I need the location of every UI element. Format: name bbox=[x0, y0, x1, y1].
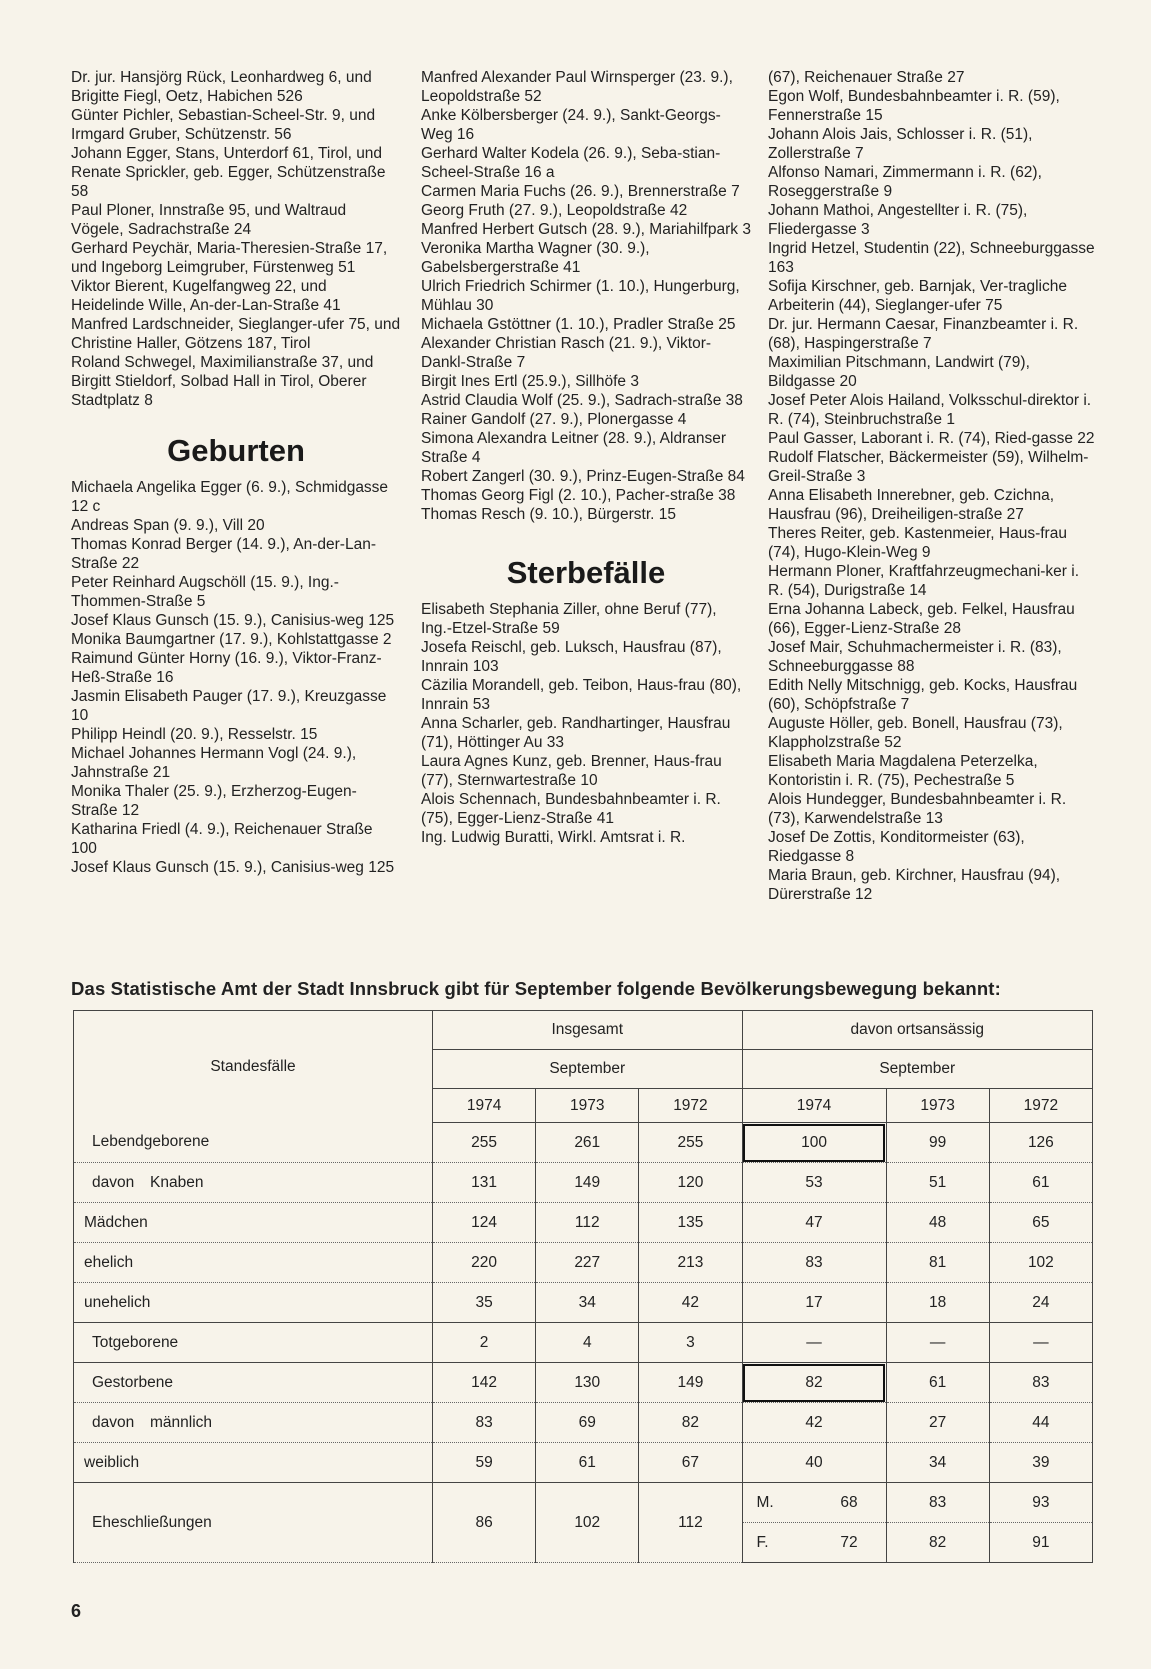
list-item: Ing. Ludwig Buratti, Wirkl. Amtsrat i. R. bbox=[421, 829, 686, 846]
list-item: Viktor Bierent, Kugelfangweg 22, und Heidelinde Wille, An-der-Lan-Straße 41 bbox=[71, 278, 341, 314]
cell: — bbox=[742, 1323, 886, 1363]
list-item: Manfred Alexander Paul Wirnsperger (23. 9.), Leopoldstraße 52 bbox=[421, 69, 733, 105]
list-item: Josef Klaus Gunsch (15. 9.), Canisius-weg 125 bbox=[71, 612, 395, 629]
cell: 227 bbox=[536, 1243, 639, 1283]
deaths-list-continued bbox=[768, 68, 1098, 904]
cell: 112 bbox=[536, 1203, 639, 1243]
list-item: Alexander Christian Rasch (21. 9.), Viktor-Dankl-Straße 7 bbox=[421, 335, 712, 371]
female-prefix: F. bbox=[756, 1533, 769, 1551]
list-item: Jasmin Elisabeth Pauger (17. 9.), Kreuzgasse 10 bbox=[71, 688, 387, 724]
list-item: Johann Egger, Stans, Unterdorf 61, Tirol, und Renate Sprickler, geb. Egger, Schützenstraße 58 bbox=[71, 145, 386, 200]
list-item: Alois Hundegger, Bundesbahnbeamter i. R. (73), Karwendelstraße 13 bbox=[768, 791, 1067, 827]
list-item: Thomas Resch (9. 10.), Bürgerstr. 15 bbox=[421, 506, 676, 523]
cell-value: 72 bbox=[840, 1533, 858, 1551]
cell: 124 bbox=[433, 1203, 536, 1243]
column-3 bbox=[768, 68, 1098, 904]
cell: 91 bbox=[989, 1523, 1092, 1563]
page-number: 6 bbox=[71, 1601, 82, 1621]
row-label: weiblich bbox=[74, 1443, 433, 1483]
cell: 18 bbox=[886, 1283, 989, 1323]
column-2 bbox=[421, 68, 751, 847]
list-item: Anna Elisabeth Innerebner, geb. Czichna, Hausfrau (96), Dreiheiligen-straße 27 bbox=[768, 487, 1055, 523]
list-item: Auguste Höller, geb. Bonell, Hausfrau (73), Klappholzstraße 52 bbox=[768, 715, 1063, 751]
row-label-text: Knaben bbox=[150, 1173, 204, 1191]
list-item: Dr. jur. Hermann Caesar, Finanzbeamter i. R. (68), Haspingerstraße 7 bbox=[768, 316, 1079, 352]
row-label: Gestorbene bbox=[74, 1363, 433, 1403]
cell: 149 bbox=[639, 1363, 742, 1403]
cell: 142 bbox=[433, 1363, 536, 1403]
cell-highlighted: 82 bbox=[742, 1363, 886, 1403]
list-item: Thomas Georg Figl (2. 10.), Pacher-straße 38 bbox=[421, 487, 736, 504]
list-item: Rudolf Flatscher, Bäckermeister (59), Wilhelm-Greil-Straße 3 bbox=[768, 449, 1089, 485]
row-label: Totgeborene bbox=[74, 1323, 433, 1363]
list-item: Rainer Gandolf (27. 9.), Plonergasse 4 bbox=[421, 411, 687, 428]
year-header: 1973 bbox=[886, 1089, 989, 1123]
cell bbox=[742, 1483, 886, 1523]
cell: 61 bbox=[536, 1443, 639, 1483]
cell: 24 bbox=[989, 1283, 1092, 1323]
list-item: Raimund Günter Horny (16. 9.), Viktor-Franz-Heß-Straße 16 bbox=[71, 650, 382, 686]
prefix-davon: davon bbox=[92, 1173, 135, 1191]
cell: 44 bbox=[989, 1403, 1092, 1443]
list-item: Gerhard Peychär, Maria-Theresien-Straße 17, und Ingeborg Leimgruber, Fürstenweg 51 bbox=[71, 240, 388, 276]
cell: 102 bbox=[536, 1483, 639, 1563]
table-row bbox=[74, 1363, 1093, 1403]
list-item: Philipp Heindl (20. 9.), Resselstr. 15 bbox=[71, 726, 318, 743]
cell bbox=[742, 1523, 886, 1563]
cell: 82 bbox=[886, 1523, 989, 1563]
table-row bbox=[74, 1283, 1093, 1323]
cell: 102 bbox=[989, 1243, 1092, 1283]
table-row bbox=[74, 1443, 1093, 1483]
year-header: 1973 bbox=[536, 1089, 639, 1123]
cell: 93 bbox=[989, 1483, 1092, 1523]
cell: 81 bbox=[886, 1243, 989, 1283]
list-item: Cäzilia Morandell, geb. Teibon, Haus-frau (80), Innrain 53 bbox=[421, 677, 742, 713]
list-item: Egon Wolf, Bundesbahnbeamter i. R. (59), Fennerstraße 15 bbox=[768, 88, 1060, 124]
list-item: Michaela Gstöttner (1. 10.), Pradler Straße 25 bbox=[421, 316, 736, 333]
year-header: 1972 bbox=[989, 1089, 1092, 1123]
row-label: Eheschließungen bbox=[74, 1483, 433, 1563]
cell: 61 bbox=[886, 1363, 989, 1403]
list-item: Carmen Maria Fuchs (26. 9.), Brennerstraße 7 bbox=[421, 183, 740, 200]
table-row bbox=[74, 1163, 1093, 1203]
cell: 135 bbox=[639, 1203, 742, 1243]
row-label: Lebendgeborene bbox=[74, 1123, 433, 1163]
table-row bbox=[74, 1123, 1093, 1163]
cell-value: 68 bbox=[840, 1493, 858, 1511]
row-label bbox=[74, 1403, 433, 1443]
cell: 42 bbox=[639, 1283, 742, 1323]
list-item: (67), Reichenauer Straße 27 bbox=[768, 69, 965, 86]
cell: 220 bbox=[433, 1243, 536, 1283]
list-item: Elisabeth Stephania Ziller, ohne Beruf (77), Ing.-Etzel-Straße 59 bbox=[421, 601, 717, 637]
cell: 83 bbox=[433, 1403, 536, 1443]
cell: 51 bbox=[886, 1163, 989, 1203]
births-list bbox=[71, 478, 401, 877]
cell: 3 bbox=[639, 1323, 742, 1363]
header-standesfaelle: Standesfälle bbox=[74, 1011, 433, 1123]
list-item: Paul Ploner, Innstraße 95, und Waltraud Vögele, Sadrachstraße 24 bbox=[71, 202, 347, 238]
row-label: ehelich bbox=[74, 1243, 433, 1283]
list-item: Hermann Ploner, Kraftfahrzeugmechani-ker i. R. (54), Durigstraße 14 bbox=[768, 563, 1080, 599]
cell: 112 bbox=[639, 1483, 742, 1563]
list-item: Theres Reiter, geb. Kastenmeier, Haus-frau (74), Hugo-Klein-Weg 9 bbox=[768, 525, 1067, 561]
cell: 255 bbox=[433, 1123, 536, 1163]
list-item: Johann Mathoi, Angestellter i. R. (75), Fliedergasse 3 bbox=[768, 202, 1028, 238]
year-header: 1974 bbox=[742, 1089, 886, 1123]
header-insgesamt: Insgesamt bbox=[433, 1011, 743, 1050]
cell: 86 bbox=[433, 1483, 536, 1563]
cell: 34 bbox=[536, 1283, 639, 1323]
births-list-continued bbox=[421, 68, 751, 524]
header-ortsansaessig: davon ortsansässig bbox=[742, 1011, 1092, 1050]
table-row bbox=[74, 1243, 1093, 1283]
list-item: Monika Baumgartner (17. 9.), Kohlstattgasse 2 bbox=[71, 631, 392, 648]
list-item: Veronika Martha Wagner (30. 9.), Gabelsbergerstraße 41 bbox=[421, 240, 650, 276]
list-item: Laura Agnes Kunz, geb. Brenner, Haus-frau (77), Sternwartestraße 10 bbox=[421, 753, 722, 789]
cell: — bbox=[989, 1323, 1092, 1363]
male-prefix: M. bbox=[756, 1493, 774, 1511]
list-item: Alois Schennach, Bundesbahnbeamter i. R. (75), Egger-Lienz-Straße 41 bbox=[421, 791, 721, 827]
list-item: Georg Fruth (27. 9.), Leopoldstraße 42 bbox=[421, 202, 688, 219]
list-item: Birgit Ines Ertl (25.9.), Sillhöfe 3 bbox=[421, 373, 639, 390]
list-item: Monika Thaler (25. 9.), Erzherzog-Eugen-Straße 12 bbox=[71, 783, 357, 819]
list-item: Michaela Angelika Egger (6. 9.), Schmidgasse 12 c bbox=[71, 479, 389, 515]
cell: 17 bbox=[742, 1283, 886, 1323]
cell: 48 bbox=[886, 1203, 989, 1243]
year-header: 1972 bbox=[639, 1089, 742, 1123]
header-month-local: September bbox=[742, 1050, 1092, 1089]
table-row bbox=[74, 1483, 1093, 1523]
cell: 120 bbox=[639, 1163, 742, 1203]
cell: 27 bbox=[886, 1403, 989, 1443]
list-item: Anke Kölbersberger (24. 9.), Sankt-Georgs-Weg 16 bbox=[421, 107, 721, 143]
cell: 99 bbox=[886, 1123, 989, 1163]
row-label: Mädchen bbox=[74, 1203, 433, 1243]
cell: 83 bbox=[989, 1363, 1092, 1403]
section-heading-sterbefaelle: Sterbefälle bbox=[506, 555, 666, 590]
list-item: Anna Scharler, geb. Randhartinger, Hausfrau (71), Höttinger Au 33 bbox=[421, 715, 731, 751]
cell: 130 bbox=[536, 1363, 639, 1403]
cell: 34 bbox=[886, 1443, 989, 1483]
list-item: Ingrid Hetzel, Studentin (22), Schneeburggasse 163 bbox=[768, 240, 1095, 276]
cell: 69 bbox=[536, 1403, 639, 1443]
list-item: Erna Johanna Labeck, geb. Felkel, Hausfrau (66), Egger-Lienz-Straße 28 bbox=[768, 601, 1075, 637]
cell: 261 bbox=[536, 1123, 639, 1163]
population-statistics-table bbox=[73, 1010, 1093, 1563]
list-item: Josef Mair, Schuhmachermeister i. R. (83), Schneeburggasse 88 bbox=[768, 639, 1062, 675]
row-label-text: männlich bbox=[150, 1413, 213, 1431]
list-item: Michael Johannes Hermann Vogl (24. 9.), Jahnstraße 21 bbox=[71, 745, 357, 781]
cell: 82 bbox=[639, 1403, 742, 1443]
cell: 83 bbox=[886, 1483, 989, 1523]
cell: 131 bbox=[433, 1163, 536, 1203]
cell: 35 bbox=[433, 1283, 536, 1323]
cell: 67 bbox=[639, 1443, 742, 1483]
cell: — bbox=[886, 1323, 989, 1363]
statistics-section bbox=[71, 978, 1095, 1563]
cell: 40 bbox=[742, 1443, 886, 1483]
list-item: Maria Braun, geb. Kirchner, Hausfrau (94), Dürerstraße 12 bbox=[768, 867, 1061, 903]
cell: 255 bbox=[639, 1123, 742, 1163]
list-item: Astrid Claudia Wolf (25. 9.), Sadrach-straße 38 bbox=[421, 392, 743, 409]
list-item: Andreas Span (9. 9.), Vill 20 bbox=[71, 517, 265, 534]
list-item: Manfred Herbert Gutsch (28. 9.), Mariahilfpark 3 bbox=[421, 221, 751, 238]
list-item: Josef De Zottis, Konditormeister (63), Riedgasse 8 bbox=[768, 829, 1025, 865]
cell: 126 bbox=[989, 1123, 1092, 1163]
row-label bbox=[74, 1163, 433, 1203]
list-item: Günter Pichler, Sebastian-Scheel-Str. 9, und Irmgard Gruber, Schützenstr. 56 bbox=[71, 107, 376, 143]
list-item: Alfonso Namari, Zimmermann i. R. (62), Roseggerstraße 9 bbox=[768, 164, 1042, 200]
cell: 53 bbox=[742, 1163, 886, 1203]
list-item: Peter Reinhard Augschöll (15. 9.), Ing.-Thommen-Straße 5 bbox=[71, 574, 339, 610]
cell: 61 bbox=[989, 1163, 1092, 1203]
list-item: Gerhard Walter Kodela (26. 9.), Seba-stian-Scheel-Straße 16 a bbox=[421, 145, 721, 181]
list-item: Dr. jur. Hansjörg Rück, Leonhardweg 6, und Brigitte Fiegl, Oetz, Habichen 526 bbox=[71, 69, 372, 105]
list-item: Maximilian Pitschmann, Landwirt (79), Bildgasse 20 bbox=[768, 354, 1030, 390]
section-heading-geburten: Geburten bbox=[167, 433, 305, 468]
list-item: Robert Zangerl (30. 9.), Prinz-Eugen-Straße 84 bbox=[421, 468, 745, 485]
list-item: Edith Nelly Mitschnigg, geb. Kocks, Hausfrau (60), Schöpfstraße 7 bbox=[768, 677, 1078, 713]
table-title: Das Statistische Amt der Stadt Innsbruck gibt für September folgende Bevölkerungsbewegung bekannt: bbox=[71, 978, 1001, 999]
cell: 83 bbox=[742, 1243, 886, 1283]
header-month-total: September bbox=[433, 1050, 743, 1089]
list-item: Simona Alexandra Leitner (28. 9.), Aldranser Straße 4 bbox=[421, 430, 727, 466]
cell: 4 bbox=[536, 1323, 639, 1363]
cell: 213 bbox=[639, 1243, 742, 1283]
row-label: unehelich bbox=[74, 1283, 433, 1323]
list-item: Thomas Konrad Berger (14. 9.), An-der-Lan-Straße 22 bbox=[71, 536, 376, 572]
cell: 149 bbox=[536, 1163, 639, 1203]
list-item: Josef Peter Alois Hailand, Volksschul-direktor i. R. (74), Steinbruchstraße 1 bbox=[768, 392, 1092, 428]
cell: 65 bbox=[989, 1203, 1092, 1243]
cell: 59 bbox=[433, 1443, 536, 1483]
year-header: 1974 bbox=[433, 1089, 536, 1123]
marriages-list-part1 bbox=[71, 68, 401, 410]
prefix-davon: davon bbox=[92, 1413, 135, 1431]
list-item: Paul Gasser, Laborant i. R. (74), Ried-gasse 22 bbox=[768, 430, 1095, 447]
cell: 42 bbox=[742, 1403, 886, 1443]
list-item: Katharina Friedl (4. 9.), Reichenauer Straße 100 bbox=[71, 821, 373, 857]
list-item: Josefa Reischl, geb. Luksch, Hausfrau (87), Innrain 103 bbox=[421, 639, 722, 675]
cell-highlighted: 100 bbox=[742, 1123, 886, 1163]
list-item: Manfred Lardschneider, Sieglanger-ufer 75, und Christine Haller, Götzens 187, Tirol bbox=[71, 316, 401, 352]
list-item: Ulrich Friedrich Schirmer (1. 10.), Hungerburg, Mühlau 30 bbox=[421, 278, 740, 314]
list-item: Roland Schwegel, Maximilianstraße 37, und Birgitt Stieldorf, Solbad Hall in Tirol, Oberer Stadtplatz 8 bbox=[71, 354, 374, 409]
cell: 39 bbox=[989, 1443, 1092, 1483]
list-item: Sofija Kirschner, geb. Barnjak, Ver-tragliche Arbeiterin (44), Sieglanger-ufer 75 bbox=[768, 278, 1067, 314]
list-item: Josef Klaus Gunsch (15. 9.), Canisius-weg 125 bbox=[71, 859, 395, 876]
table-row bbox=[74, 1403, 1093, 1443]
cell: 2 bbox=[433, 1323, 536, 1363]
deaths-list bbox=[421, 600, 751, 847]
table-row bbox=[74, 1323, 1093, 1363]
cell: 47 bbox=[742, 1203, 886, 1243]
table-row bbox=[74, 1203, 1093, 1243]
list-item: Johann Alois Jais, Schlosser i. R. (51), Zollerstraße 7 bbox=[768, 126, 1033, 162]
column-1 bbox=[71, 68, 401, 877]
list-item: Elisabeth Maria Magdalena Peterzelka, Kontoristin i. R. (75), Pechestraße 5 bbox=[768, 753, 1038, 789]
